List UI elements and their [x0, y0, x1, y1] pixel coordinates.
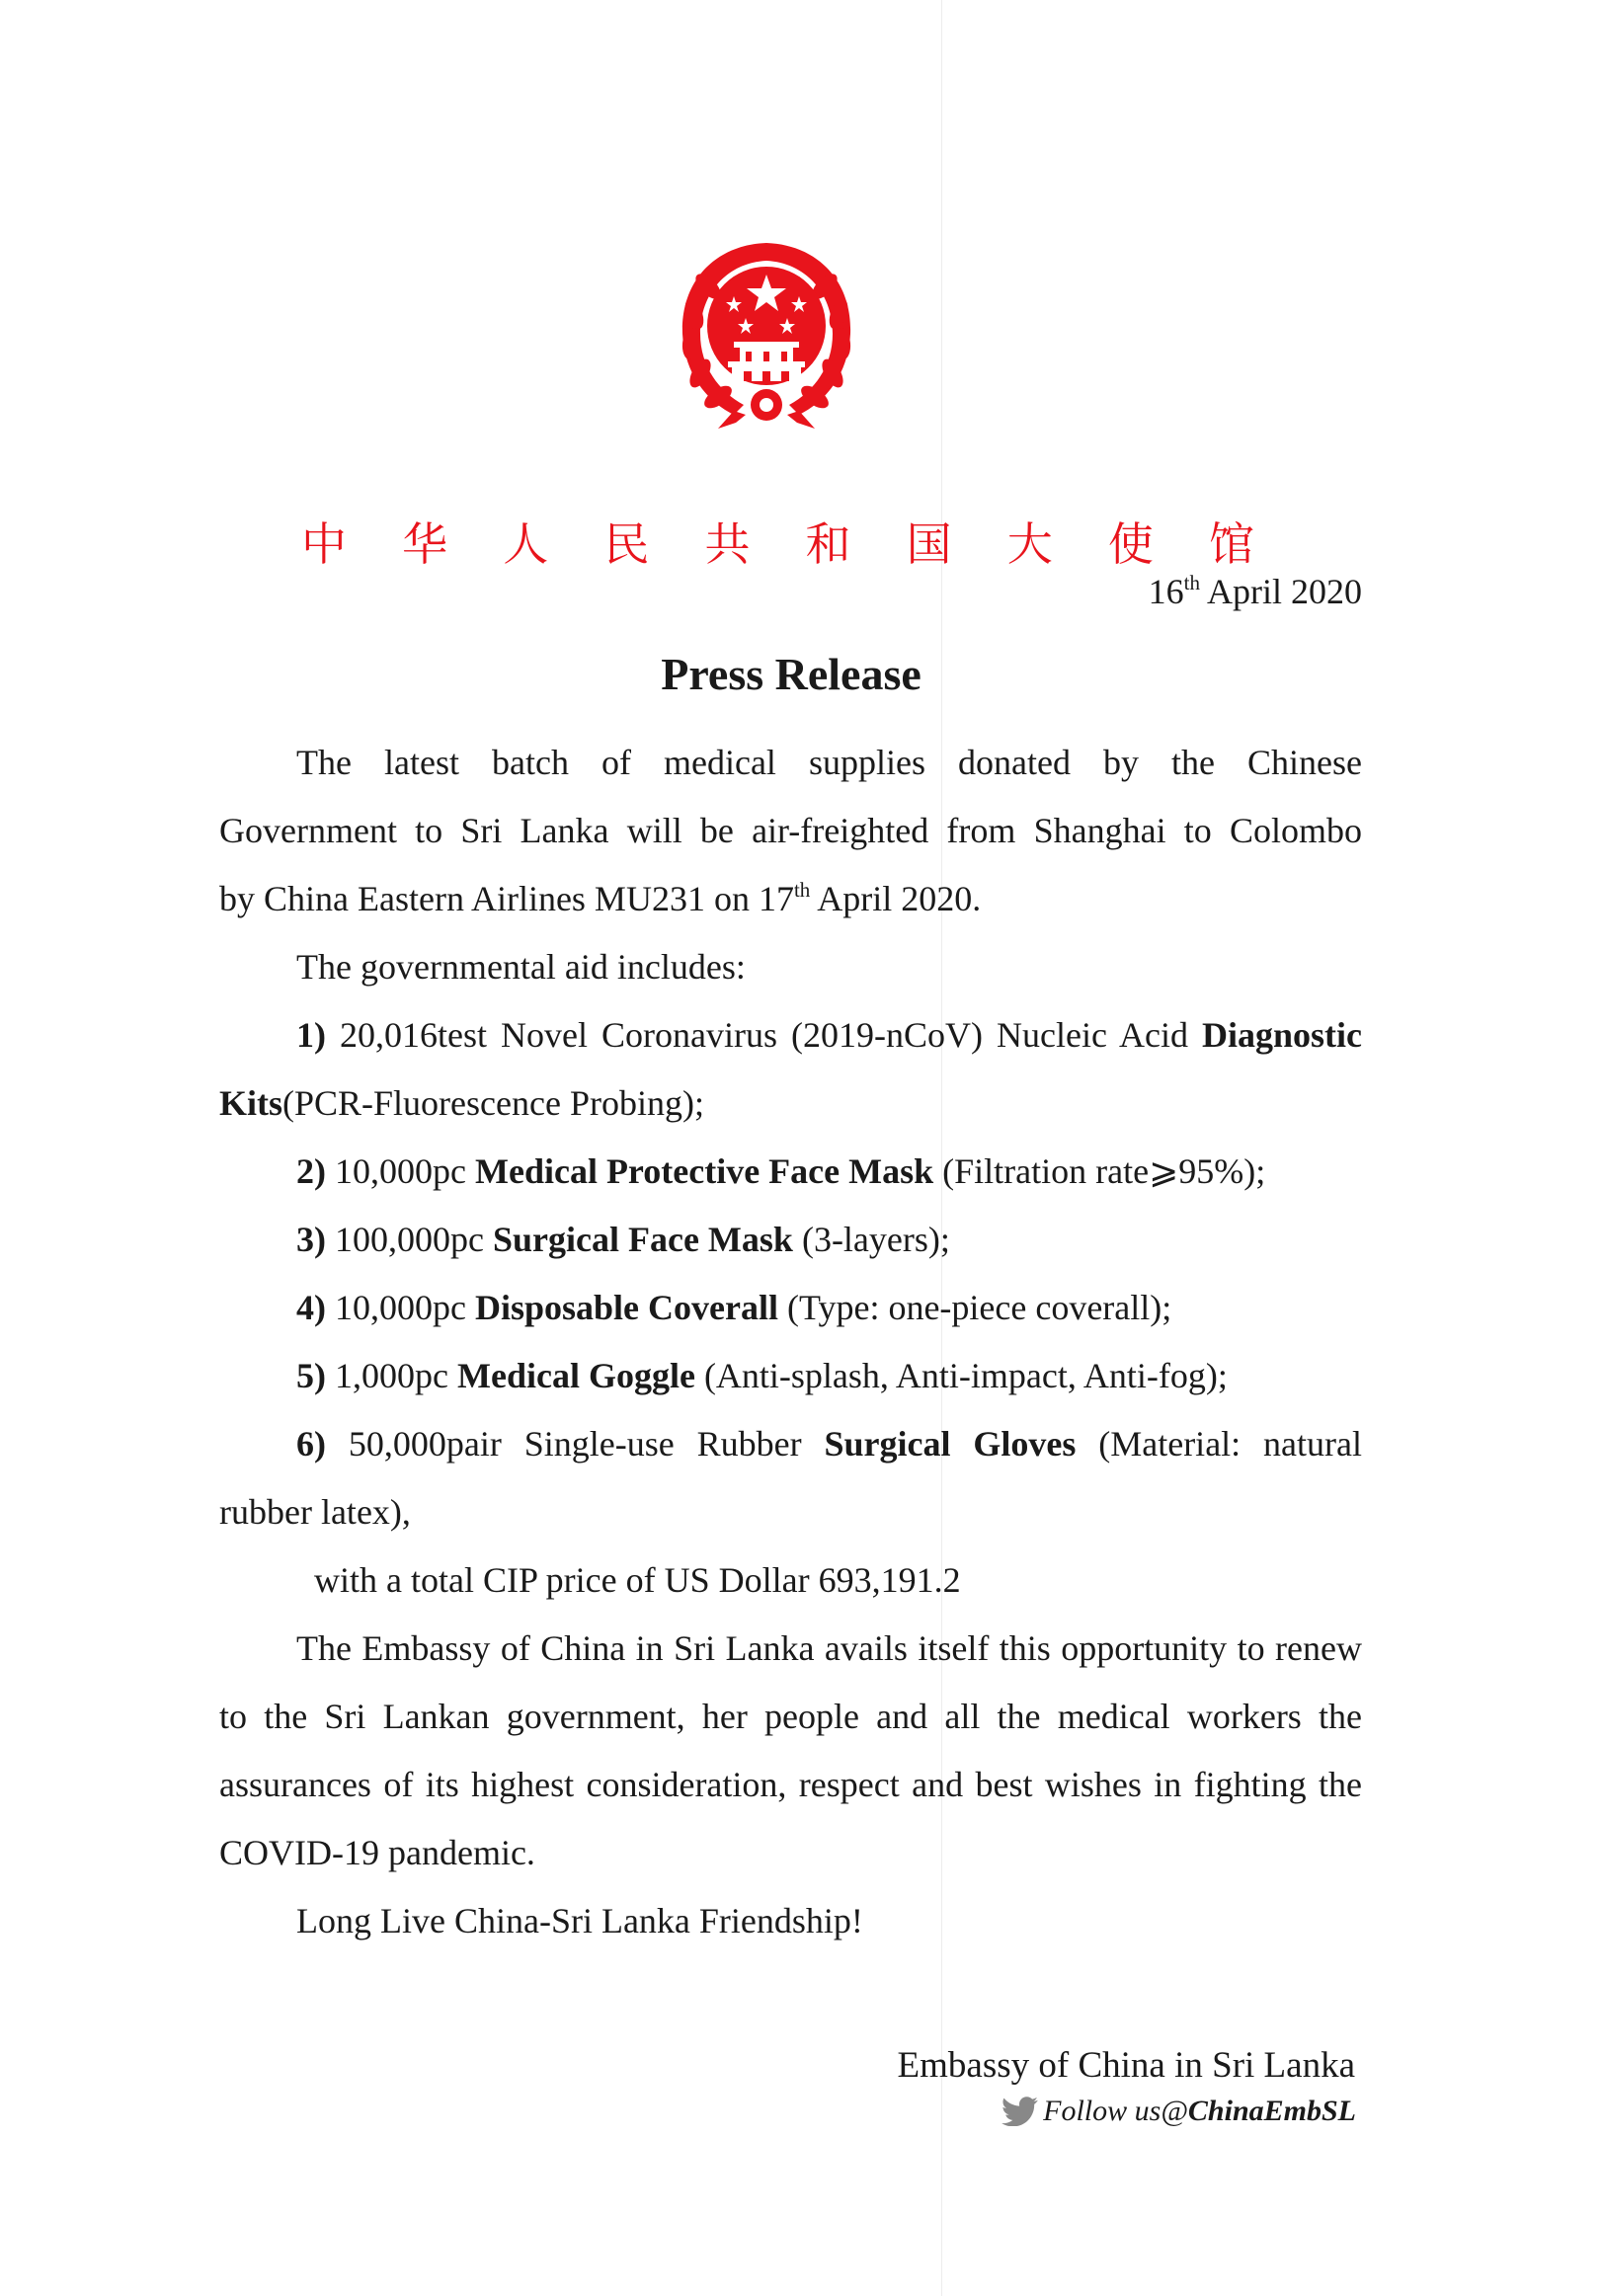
date-suffix: th	[1183, 571, 1200, 594]
embassy-char: 馆	[1208, 517, 1254, 571]
twitter-handle: ChinaEmbSL	[1187, 2095, 1356, 2127]
intro-line-3	[219, 865, 1362, 933]
item-name: Medical Protective Face Mask	[474, 1151, 934, 1191]
item-number: 3)	[296, 1220, 326, 1259]
intro-line-3-end: April 2020.	[810, 879, 982, 918]
item-quantity: 50,000pair Single-use Rubber	[326, 1424, 825, 1464]
embassy-char: 使	[1107, 517, 1154, 571]
item-number: 6)	[296, 1424, 326, 1464]
aid-item	[219, 1342, 1362, 1410]
intro-line-3-text: by China Eastern Airlines MU231 on 17	[219, 879, 794, 918]
embassy-char: 民	[603, 517, 650, 571]
item-detail: (Type: one-piece coverall);	[778, 1288, 1172, 1327]
item-number: 5)	[296, 1356, 326, 1395]
slogan: Long Live China-Sri Lanka Friendship!	[296, 1901, 863, 1940]
total-price: with a total CIP price of US Dollar 693,191.2	[314, 1560, 961, 1600]
item-name: Disposable Coverall	[474, 1288, 778, 1327]
item-detail: (PCR-Fluorescence Probing);	[282, 1083, 704, 1123]
intro-line-2: Government to Sri Lanka will be air-freighted from Shanghai to Colombo	[219, 811, 1362, 850]
item-detail: (Anti-splash, Anti-impact, Anti-fog);	[694, 1356, 1228, 1395]
aid-item	[219, 1001, 1362, 1138]
aid-item	[219, 1274, 1362, 1342]
embassy-char: 共	[704, 517, 751, 571]
aid-item	[219, 1138, 1362, 1206]
page-title: Press Release	[661, 649, 921, 699]
item-name: Diagnostic Kits	[219, 1015, 1362, 1123]
embassy-char: 大	[1006, 517, 1053, 571]
embassy-name-chinese	[301, 517, 1254, 571]
release-body	[219, 729, 1362, 1955]
item-detail: (3-layers);	[792, 1220, 950, 1259]
follow-prefix: Follow us@	[1043, 2095, 1188, 2127]
embassy-char: 人	[503, 517, 549, 571]
item-detail: (Material: natural rubber latex),	[219, 1424, 1363, 1532]
item-name: Surgical Face Mask	[492, 1220, 793, 1259]
embassy-char: 和	[805, 517, 851, 571]
item-quantity: 1,000pc	[326, 1356, 457, 1395]
intro-date-suffix: th	[793, 878, 811, 902]
embassy-char: 华	[402, 517, 448, 571]
item-number: 2)	[296, 1151, 326, 1191]
item-name: Medical Goggle	[456, 1356, 695, 1395]
intro-line-1: The latest batch of medical supplies donated by the Chinese	[296, 743, 1362, 782]
item-quantity: 100,000pc	[326, 1220, 493, 1259]
aid-intro: The governmental aid includes:	[296, 947, 746, 987]
aid-item	[219, 1410, 1362, 1546]
national-emblem-icon	[675, 235, 858, 433]
twitter-bird-icon	[1001, 2097, 1039, 2126]
signature: Embassy of China in Sri Lanka	[897, 2045, 1355, 2086]
item-quantity: 10,000pc	[326, 1151, 475, 1191]
item-number: 4)	[296, 1288, 326, 1327]
item-quantity: 10,000pc	[326, 1288, 475, 1327]
date-day: 16	[1148, 572, 1184, 611]
follow-line	[1001, 2095, 1356, 2128]
embassy-char: 中	[301, 517, 347, 571]
item-number: 1)	[296, 1015, 326, 1055]
item-quantity: 20,016test Novel Coronavirus (2019-nCoV) Nucleic Acid	[326, 1015, 1202, 1055]
item-name: Surgical Gloves	[824, 1424, 1077, 1464]
aid-item	[219, 1206, 1362, 1274]
closing-paragraph: The Embassy of China in Sri Lanka avails itself this opportunity to renew to the Sri Lankan government, her people and all the medical workers the assurances of its highest consideration, respect and best wishes in fighting the COVID-19 pandemic.	[219, 1628, 1362, 1872]
date-month-year: April 2020	[1199, 572, 1362, 611]
embassy-char: 国	[906, 517, 952, 571]
release-date	[1149, 571, 1362, 612]
item-detail: (Filtration rate⩾95%);	[933, 1151, 1266, 1191]
